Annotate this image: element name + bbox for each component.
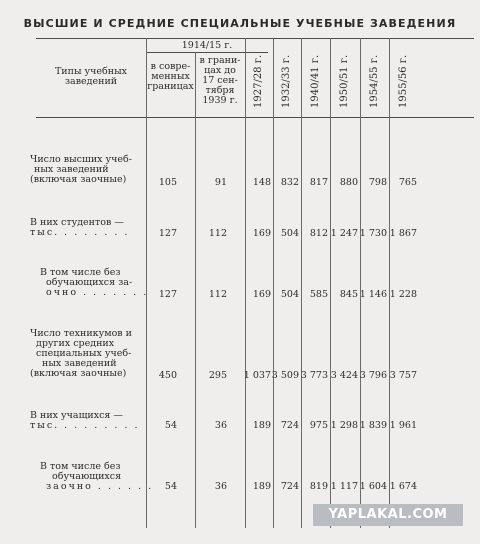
row-label-students [30, 218, 144, 238]
year-header-1955: 1955/56 г. [398, 54, 409, 108]
table-cell: 169 [252, 228, 271, 239]
column-divider [301, 38, 302, 528]
column-divider [273, 38, 274, 528]
table-cell: 1 839 [359, 420, 387, 431]
row-label-line: заочно . . . . . . [46, 481, 154, 492]
table-cell: 832 [280, 177, 299, 188]
table-cell: 819 [309, 481, 328, 492]
table-cell: 880 [339, 177, 358, 188]
row-label-line: В том числе без [40, 267, 121, 278]
table-cell: 36 [214, 420, 227, 431]
table-cell: 845 [339, 289, 358, 300]
column-divider [195, 52, 196, 528]
year-header-1950: 1950/51 г. [339, 54, 350, 108]
table-cell: 585 [309, 289, 328, 300]
table-cell: 295 [208, 370, 227, 381]
table-cell: 765 [398, 177, 417, 188]
column-divider [389, 38, 390, 528]
table-cell: 1 867 [389, 228, 417, 239]
column-divider [245, 38, 246, 528]
header-bottom-rule [36, 117, 474, 118]
row-label-line: других средних [36, 338, 115, 349]
table-cell: 3 796 [359, 370, 387, 381]
modern-header-line: границах [147, 81, 194, 92]
table-cell: 1 961 [389, 420, 417, 431]
table-cell: 1 298 [330, 420, 358, 431]
row-label-line: специальных учеб- [36, 348, 132, 359]
table-cell: 975 [309, 420, 328, 431]
table-cell: 812 [309, 228, 328, 239]
table-cell: 3 773 [300, 370, 328, 381]
year-header-1932: 1932/33 г. [281, 54, 292, 108]
table-cell: 724 [280, 481, 299, 492]
table-cell: 1 228 [389, 289, 417, 300]
group-subheader-rule [146, 52, 268, 53]
table-cell: 91 [214, 177, 227, 188]
table-cell: 127 [158, 228, 177, 239]
type-header-line: заведений [64, 76, 118, 87]
table-cell: 105 [158, 177, 177, 188]
table-cell: 1 730 [359, 228, 387, 239]
table-cell: 127 [158, 289, 177, 300]
modern-header-line: в совре- [150, 61, 191, 72]
table-cell: 169 [252, 289, 271, 300]
table-cell: 36 [214, 481, 227, 492]
table-cell: 148 [252, 177, 271, 188]
table-cell: 1 146 [359, 289, 387, 300]
table-cell: 1 117 [330, 481, 358, 492]
row-label-pupils [30, 411, 144, 431]
row-label-line: тыс. . . . . . . . . [30, 420, 140, 431]
borders-1939-header-line: тября [205, 85, 235, 96]
table-cell: 189 [252, 481, 271, 492]
table-cell: 1 037 [243, 370, 271, 381]
table-title: ВЫСШИЕ И СРЕДНИЕ СПЕЦИАЛЬНЫЕ УЧЕБНЫЕ ЗАВЕДЕНИЯ [23, 17, 457, 30]
table-cell: 54 [164, 420, 177, 431]
table-cell: 1 247 [330, 228, 358, 239]
borders-1939-header [195, 56, 245, 106]
borders-1939-header-line: 17 сен- [202, 75, 238, 86]
row-label-line: (включая заочные) [30, 174, 127, 185]
site-watermark: YAPLAKAL.COM [313, 504, 463, 526]
modern-borders-header [146, 62, 195, 92]
table-cell: 3 509 [271, 370, 299, 381]
group-1914-header: 1914/15 г. [181, 40, 233, 51]
row-label-line: обучающихся за- [46, 277, 133, 288]
table-cell: 3 757 [389, 370, 417, 381]
row-label-technical-schools [30, 329, 144, 379]
row-label-higher-institutions [30, 155, 144, 185]
table-cell: 3 424 [330, 370, 358, 381]
row-label-line: очно . . . . . . . [46, 287, 149, 298]
year-header-1954: 1954/55 г. [369, 54, 380, 108]
year-header-1927: 1927/28 г. [253, 54, 264, 108]
table-cell: 112 [208, 289, 227, 300]
row-label-line: (включая заочные) [30, 368, 127, 379]
header-top-rule [36, 38, 474, 39]
table-cell: 450 [158, 370, 177, 381]
row-label-line: Число высших учеб- [30, 154, 132, 165]
table-cell: 724 [280, 420, 299, 431]
table-cell: 112 [208, 228, 227, 239]
borders-1939-header-line: в грани- [199, 55, 241, 66]
table-cell: 817 [309, 177, 328, 188]
table-cell: 798 [368, 177, 387, 188]
row-label-line: В том числе без [40, 461, 121, 472]
row-label-line: Число техникумов и [30, 328, 133, 339]
row-label-pupils-excl-correspondence [40, 462, 154, 492]
row-label-line: ных заведений [42, 358, 117, 369]
table-cell: 504 [280, 289, 299, 300]
row-label-line: тыс. . . . . . . . [30, 227, 130, 238]
row-label-students-excl-correspondence [40, 268, 154, 298]
table-cell: 189 [252, 420, 271, 431]
modern-header-line: менных [151, 71, 190, 82]
table-cell: 1 674 [389, 481, 417, 492]
year-header-1940: 1940/41 г. [310, 54, 321, 108]
table-cell: 54 [164, 481, 177, 492]
borders-1939-header-line: 1939 г. [202, 95, 238, 106]
row-label-line: В них учащихся — [30, 410, 123, 421]
row-label-line: обучающихся [52, 471, 122, 482]
row-label-line: В них студентов — [30, 217, 124, 228]
type-column-header [38, 67, 144, 87]
row-label-line: ных заведений [34, 164, 109, 175]
table-cell: 504 [280, 228, 299, 239]
borders-1939-header-line: цах до [204, 65, 236, 76]
column-divider [360, 38, 361, 528]
type-header-line: Типы учебных [54, 66, 128, 77]
table-cell: 1 604 [359, 481, 387, 492]
column-divider [330, 38, 331, 528]
